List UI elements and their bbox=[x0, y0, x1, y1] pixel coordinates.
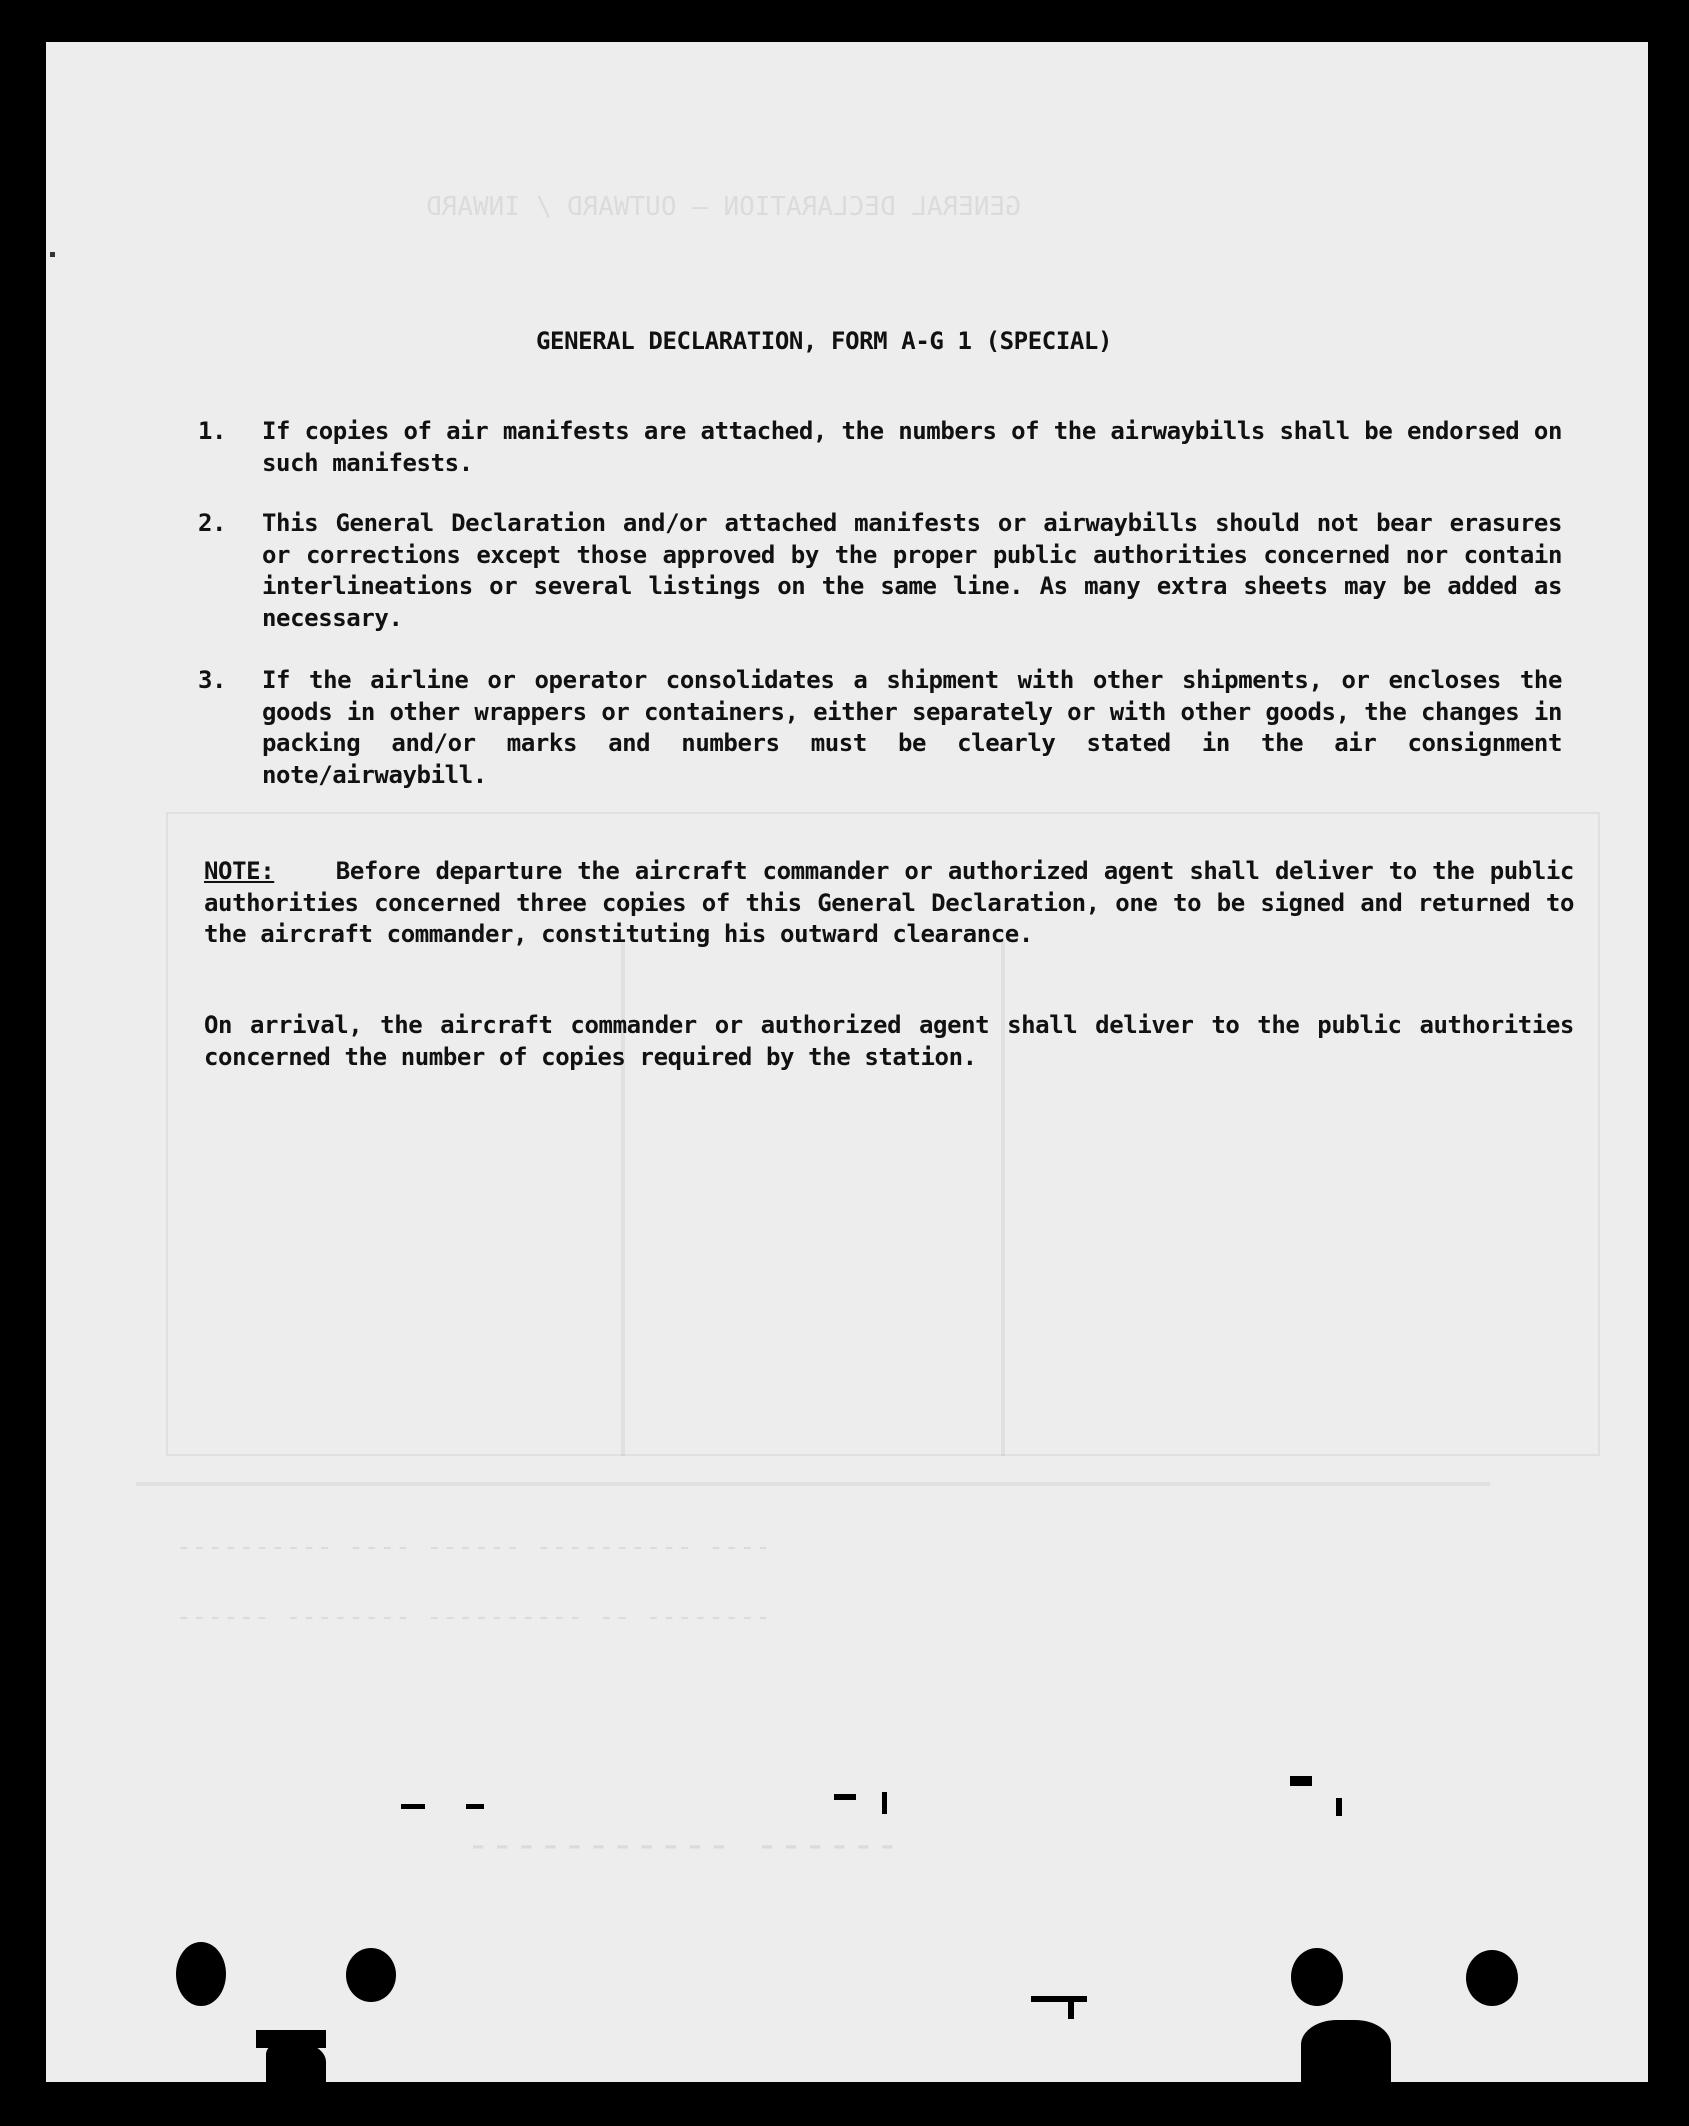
ink-speck bbox=[401, 1804, 425, 1809]
punch-hole bbox=[176, 1942, 226, 2006]
item-text: This General Declaration and/or attached manifests or airwaybills should not bear erasures or corrections except those approved by the proper public authorities concerned nor contain interlineations or several listings on the same line. As many extra sheets may be added as necessary. bbox=[262, 509, 1562, 632]
list-item bbox=[198, 665, 1598, 793]
ink-speck bbox=[882, 1792, 887, 1814]
ink-speck bbox=[1290, 1776, 1312, 1786]
item-number: 3. bbox=[198, 666, 227, 694]
arrival-paragraph: On arrival, the aircraft commander or authorized agent shall deliver to the public authorities concerned the number of copies required by the station. bbox=[204, 1011, 1574, 1071]
list-item bbox=[198, 416, 1598, 480]
bleed-through-rule bbox=[136, 1482, 1490, 1486]
punch-hole bbox=[346, 1948, 396, 2002]
document-page bbox=[46, 42, 1648, 2082]
item-number: 2. bbox=[198, 509, 227, 537]
punch-hole bbox=[1466, 1950, 1518, 2006]
border-speck bbox=[50, 252, 55, 257]
ink-speck bbox=[834, 1794, 856, 1800]
note-paragraph bbox=[204, 856, 1574, 951]
bleed-through-text: GENERAL DECLARATION — OUTWARD / INWARD bbox=[426, 192, 1021, 222]
ink-speck bbox=[1336, 1798, 1342, 1816]
bleed-through-text: -------- -- ---------- -------- ------ bbox=[176, 1602, 771, 1632]
item-text: If copies of air manifests are attached, the numbers of the airwaybills shall be endorsed on such manifests. bbox=[262, 417, 1562, 477]
bleed-through-text: ---- ---------- ------ ---- ---------- bbox=[176, 1532, 771, 1562]
ink-speck bbox=[1068, 1997, 1074, 2019]
note-label: NOTE: bbox=[204, 857, 275, 885]
ink-speck bbox=[1301, 2020, 1391, 2082]
ink-speck bbox=[1031, 1996, 1087, 2002]
bleed-through-text: ------ ----------- bbox=[466, 1822, 900, 1868]
item-number: 1. bbox=[198, 417, 227, 445]
punch-hole bbox=[1291, 1948, 1343, 2006]
ink-speck bbox=[466, 1804, 484, 1809]
note-text: Before departure the aircraft commander or authorized agent shall deliver to the public authorities concerned three copies of this General Declaration, one to be signed and returned to the aircraft commander, constituting his outward clearance. bbox=[204, 857, 1574, 948]
item-text: If the airline or operator consolidates a shipment with other shipments, or encloses the goods in other wrappers or containers, either separately or with other goods, the changes in packing and/or marks and numbers must be clearly stated in the air consignment note/airwaybill. bbox=[262, 666, 1562, 789]
ink-speck bbox=[266, 2042, 326, 2082]
document-title: GENERAL DECLARATION, FORM A-G 1 (SPECIAL) bbox=[536, 327, 1113, 355]
list-item bbox=[198, 508, 1598, 636]
